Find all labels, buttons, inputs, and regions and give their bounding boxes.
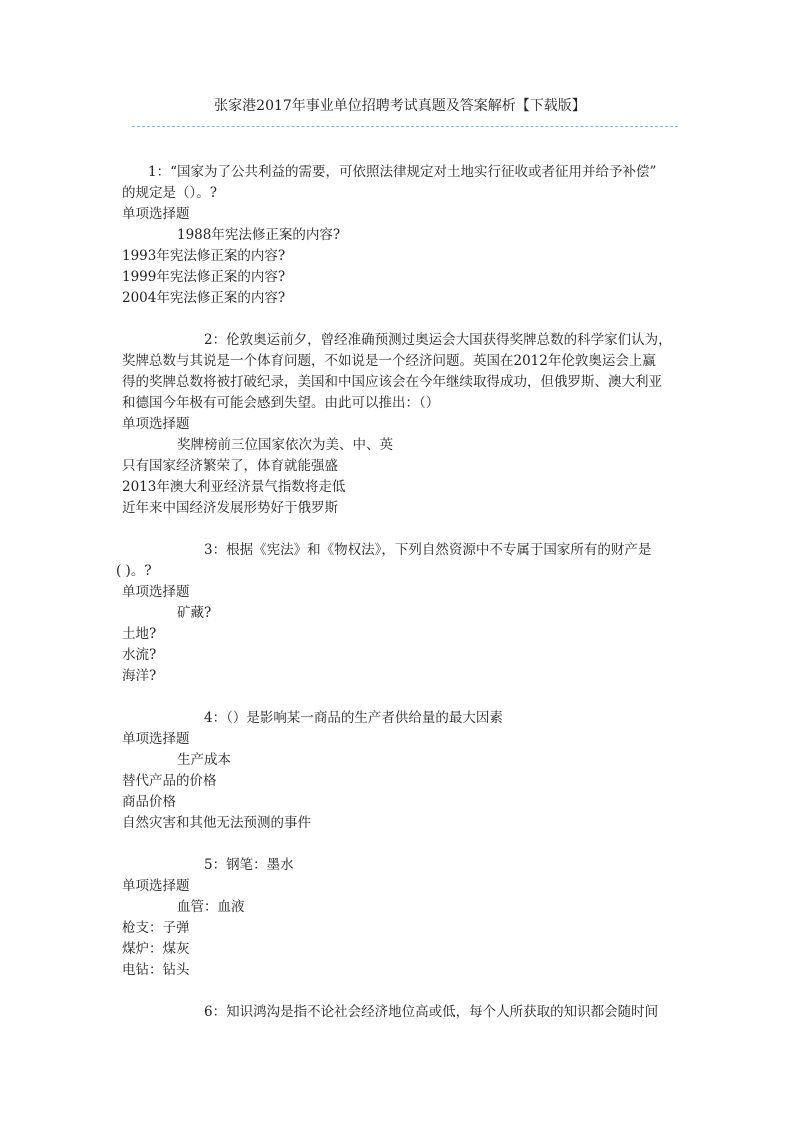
question-3-stem-line-1: 3：根据《宪法》和《物权法》，下列自然资源中不专属于国家所有的财产是	[204, 542, 652, 558]
question-5-option-2: 枪支：子弹	[122, 920, 190, 936]
question-5-option-3: 煤炉：煤灰	[122, 941, 190, 957]
question-6-stem-line-1: 6：知识鸿沟是指不论社会经济地位高或低，每个人所获取的知识都会随时间	[204, 1004, 659, 1020]
question-2-option-1: 奖牌榜前三位国家依次为美、中、英	[177, 437, 393, 453]
question-2-stem-line-2: 奖牌总数与其说是一个体育问题，不如说是一个经济问题。英国在2012年伦敦奥运会上赢	[122, 353, 656, 369]
question-2-option-4: 近年来中国经济发展形势好于俄罗斯	[122, 500, 338, 516]
question-3-stem-line-2: ( )。?	[116, 563, 152, 579]
question-2-type: 单项选择题	[122, 416, 190, 432]
question-4-option-1: 生产成本	[177, 752, 231, 768]
question-5-type: 单项选择题	[122, 878, 190, 894]
question-5-option-4: 电钻：钻头	[122, 962, 190, 978]
question-1-stem-line-2: 的规定是（）。?	[122, 185, 217, 201]
question-1-type: 单项选择题	[122, 206, 190, 222]
question-4-option-4: 自然灾害和其他无法预测的事件	[122, 815, 311, 831]
question-1-option-2: 1993年宪法修正案的内容?	[122, 248, 286, 264]
question-1-option-4: 2004年宪法修正案的内容?	[122, 290, 286, 306]
page-title: 张家港2017年事业单位招聘考试真题及答案解析【下载版】	[214, 98, 586, 114]
question-5-stem-line-1: 5：钢笔：墨水	[204, 857, 294, 873]
question-2-stem-line-1: 2：伦敦奥运前夕，曾经准确预测过奥运会大国获得奖牌总数的科学家们认为，	[204, 332, 672, 348]
question-1-stem-line-1: 1：“国家为了公共利益的需要，可依照法律规定对土地实行征收或者征用并给予补偿”	[148, 164, 657, 180]
question-2-option-3: 2013年澳大利亚经济景气指数将走低	[122, 479, 346, 495]
question-3-option-3: 水流?	[122, 647, 157, 663]
question-4-option-2: 替代产品的价格	[122, 773, 217, 789]
title-divider	[132, 126, 678, 127]
question-1-option-3: 1999年宪法修正案的内容?	[122, 269, 286, 285]
question-2-stem-line-4: 和德国今年极有可能会感到失望。由此可以推出：（）	[122, 395, 440, 411]
question-4-stem-line-1: 4：（）是影响某一商品的生产者供给量的最大因素	[204, 710, 503, 726]
question-3-option-1: 矿藏?	[177, 605, 212, 621]
question-3-type: 单项选择题	[122, 584, 190, 600]
question-3-option-2: 土地?	[122, 626, 157, 642]
question-5-option-1: 血管：血液	[177, 899, 245, 915]
question-1-option-1: 1988年宪法修正案的内容?	[177, 227, 341, 243]
question-4-type: 单项选择题	[122, 731, 190, 747]
question-2-stem-line-3: 得的奖牌总数将被打破纪录，美国和中国应该会在今年继续取得成功，但俄罗斯、澳大利亚	[122, 374, 662, 390]
question-2-option-2: 只有国家经济繁荣了，体育就能强盛	[122, 458, 338, 474]
question-4-option-3: 商品价格	[122, 794, 176, 810]
question-3-option-4: 海洋?	[122, 668, 157, 684]
